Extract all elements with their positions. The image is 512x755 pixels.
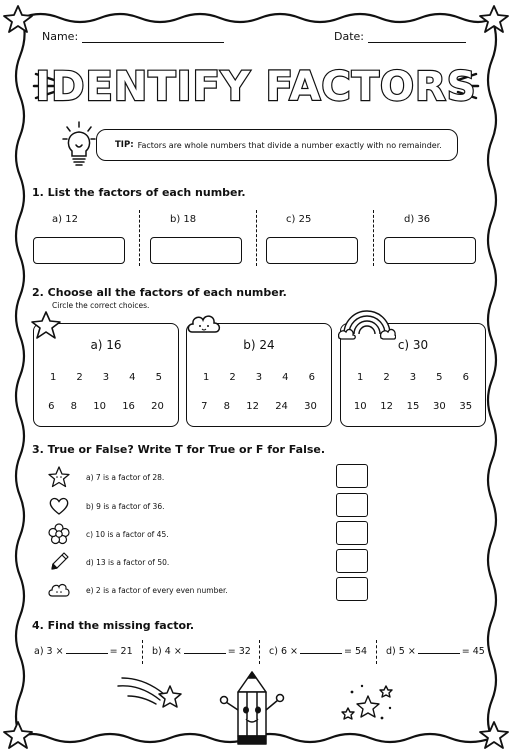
lightbulb-icon <box>62 121 96 169</box>
factor-choice[interactable]: 3 <box>409 372 417 383</box>
tf-statement: a) 7 is a factor of 28. <box>86 473 165 482</box>
flower-icon <box>48 523 70 545</box>
card-title: a) 16 <box>90 338 122 352</box>
factor-choice[interactable]: 1 <box>357 372 364 383</box>
name-line[interactable] <box>82 33 224 43</box>
q1-title: 1. List the factors of each number. <box>32 186 246 199</box>
card-title: b) 24 <box>243 338 275 352</box>
factor-choice[interactable]: 2 <box>229 372 236 383</box>
factor-choice[interactable]: 10 <box>353 401 367 412</box>
answer-blank[interactable] <box>300 646 342 654</box>
q1-answer-box-d[interactable] <box>384 237 476 264</box>
card-title: c) 30 <box>397 338 429 352</box>
date-label: Date: <box>334 30 364 43</box>
worksheet-title <box>30 56 482 114</box>
tf-answer-box[interactable] <box>336 464 368 488</box>
pencil-mascot-icon <box>212 670 292 748</box>
missing-factor-item <box>269 646 367 657</box>
equation-right: = 21 <box>109 646 133 657</box>
divider <box>142 640 143 664</box>
factor-choice[interactable]: 3 <box>255 372 263 383</box>
star-face-icon <box>48 466 70 488</box>
q1-item-label: b) 18 <box>170 214 197 225</box>
equation-left: c) 6 × <box>269 646 298 657</box>
factor-choice[interactable]: 6 <box>48 401 55 412</box>
divider <box>259 640 260 664</box>
missing-factor-item <box>34 646 133 657</box>
cloud-face-icon <box>186 312 222 334</box>
tf-statement: e) 2 is a factor of every even number. <box>86 586 228 595</box>
title-text: IDENTIFY FACTORS <box>35 64 477 110</box>
factor-choice[interactable]: 8 <box>223 401 231 412</box>
equation-left: a) 3 × <box>34 646 64 657</box>
tf-statement: b) 9 is a factor of 36. <box>86 502 165 511</box>
factor-choice[interactable]: 5 <box>436 372 443 383</box>
factor-choice[interactable]: 10 <box>93 401 106 412</box>
star-face-icon <box>30 310 62 340</box>
tip-text: Factors are whole numbers that divide a number exactly with no remainder. <box>137 140 442 150</box>
tf-answer-box[interactable] <box>336 521 368 545</box>
divider <box>376 640 377 664</box>
factor-choice[interactable]: 2 <box>76 372 83 383</box>
factor-choice[interactable]: 12 <box>380 401 393 412</box>
tip-label: TIP: <box>115 140 134 150</box>
q1-item-label: c) 25 <box>286 214 312 225</box>
equation-left: b) 4 × <box>152 646 182 657</box>
factor-choice[interactable]: 2 <box>383 372 390 383</box>
tip-box <box>96 129 458 161</box>
date-field-row <box>334 30 466 43</box>
rainbow-icon <box>338 304 396 340</box>
tf-statement: c) 10 is a factor of 45. <box>86 530 169 539</box>
factor-choice[interactable]: 6 <box>462 372 469 383</box>
factor-choice[interactable]: 4 <box>129 372 136 383</box>
q1-item-label: d) 36 <box>404 214 431 225</box>
shooting-star-icon <box>116 672 184 712</box>
q3-title: 3. True or False? Write T for True or F for False. <box>32 443 326 456</box>
divider <box>256 210 257 266</box>
factor-choice[interactable]: 16 <box>122 401 135 412</box>
divider <box>373 210 374 266</box>
name-field-row <box>42 30 224 43</box>
factor-choice[interactable]: 5 <box>155 372 162 383</box>
pencil-icon <box>48 551 70 573</box>
tf-answer-box[interactable] <box>336 577 368 601</box>
heart-icon <box>48 495 70 517</box>
equation-right: = 45 <box>461 646 485 657</box>
date-line[interactable] <box>368 33 466 43</box>
factor-choice[interactable]: 7 <box>201 401 208 412</box>
cloud-face-icon <box>48 579 70 601</box>
factor-choice[interactable]: 4 <box>282 372 289 383</box>
answer-blank[interactable] <box>418 646 460 654</box>
factor-choice[interactable]: 20 <box>151 401 164 412</box>
q1-item-label: a) 12 <box>52 214 78 225</box>
factor-choice[interactable]: 24 <box>275 401 288 412</box>
factor-choice[interactable]: 15 <box>406 401 420 412</box>
q1-answer-box-a[interactable] <box>33 237 125 264</box>
factor-choice[interactable]: 1 <box>50 372 57 383</box>
tf-answer-box[interactable] <box>336 549 368 573</box>
name-label: Name: <box>42 30 79 43</box>
tf-statement: d) 13 is a factor of 50. <box>86 558 170 567</box>
factor-choice[interactable]: 30 <box>304 401 317 412</box>
factor-card-b <box>186 323 332 427</box>
factor-choice[interactable]: 3 <box>102 372 110 383</box>
q2-subtitle: Circle the correct choices. <box>52 301 150 310</box>
factor-choice[interactable]: 35 <box>459 401 473 412</box>
equation-left: d) 5 × <box>386 646 416 657</box>
stars-sparkle-icon <box>338 680 398 724</box>
answer-blank[interactable] <box>184 646 226 654</box>
q1-answer-box-c[interactable] <box>266 237 358 264</box>
q1-answer-box-b[interactable] <box>150 237 242 264</box>
equation-right: = 54 <box>343 646 368 657</box>
missing-factor-item <box>152 646 251 657</box>
answer-blank[interactable] <box>66 646 108 654</box>
factor-choice[interactable]: 8 <box>70 401 78 412</box>
factor-choice[interactable]: 6 <box>308 372 315 383</box>
tf-answer-box[interactable] <box>336 493 368 517</box>
missing-factor-item <box>386 646 485 657</box>
factor-choice[interactable]: 30 <box>433 401 446 412</box>
factor-choice[interactable]: 12 <box>246 401 259 412</box>
equation-right: = 32 <box>227 646 251 657</box>
factor-choice[interactable]: 1 <box>203 372 210 383</box>
q2-title: 2. Choose all the factors of each number. <box>32 286 287 299</box>
q4-title: 4. Find the missing factor. <box>32 619 195 632</box>
divider <box>139 210 140 266</box>
